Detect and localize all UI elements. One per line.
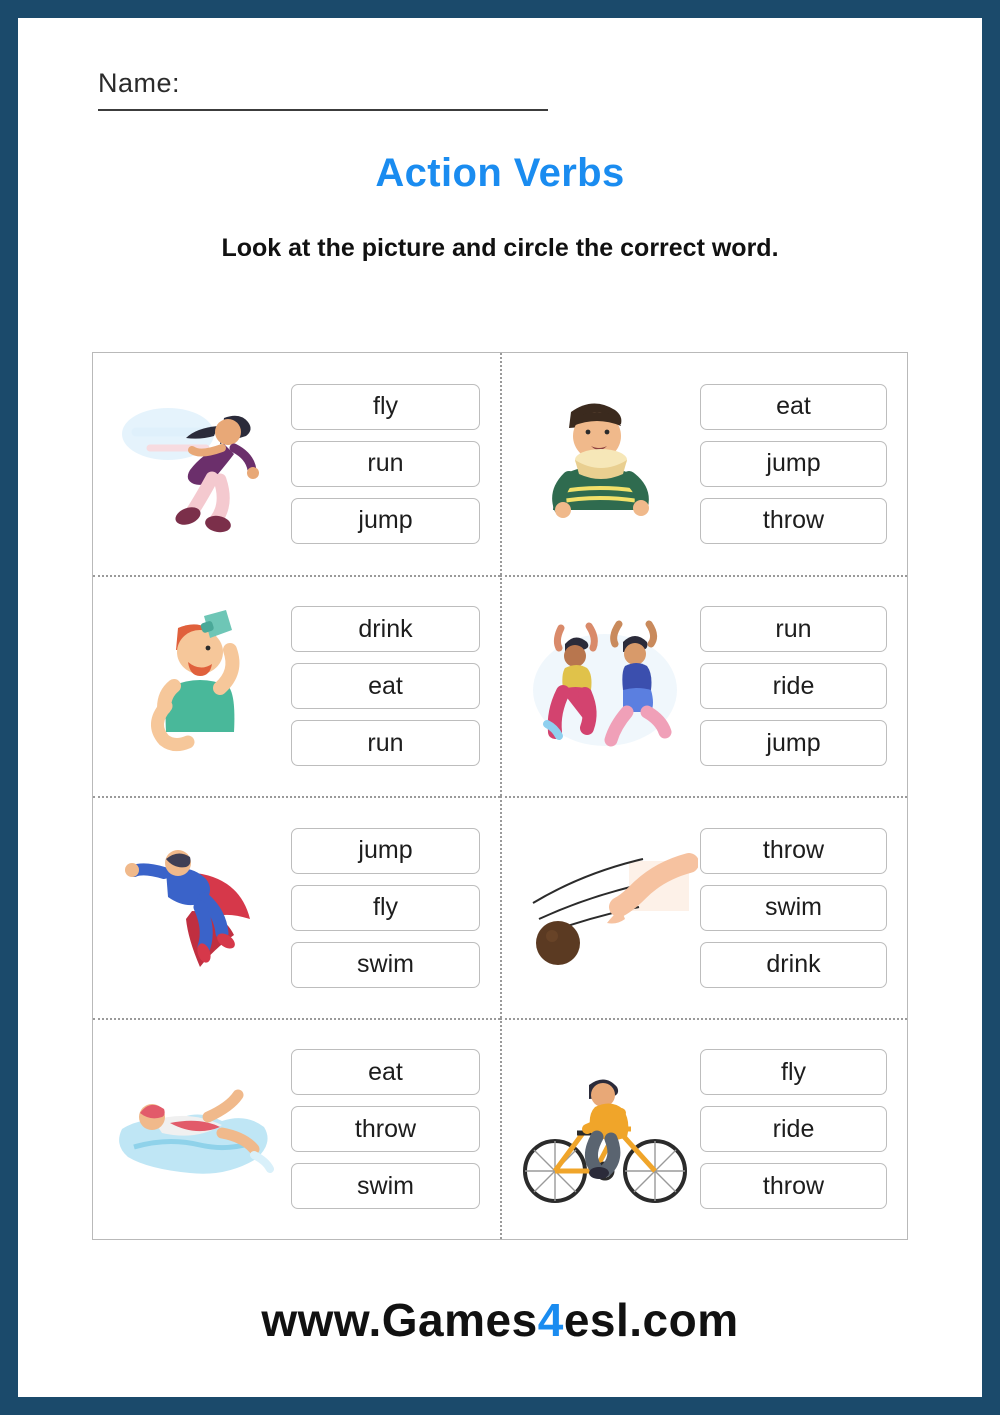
footer-prefix: www.Games	[261, 1294, 538, 1346]
options-list	[291, 384, 492, 544]
options-list	[291, 828, 492, 988]
hand-throwing-ball-icon	[510, 815, 700, 1000]
option-button[interactable]: eat	[291, 663, 480, 709]
option-button[interactable]: fly	[291, 885, 480, 931]
question-cell-2	[500, 353, 907, 575]
question-cell-8	[500, 1018, 907, 1240]
option-button[interactable]: eat	[291, 1049, 480, 1095]
options-list	[700, 384, 899, 544]
questions-grid	[92, 352, 908, 1240]
options-list	[700, 606, 899, 766]
option-button[interactable]: run	[291, 441, 480, 487]
question-cell-1	[93, 353, 500, 575]
page-title: Action Verbs	[375, 151, 625, 195]
option-button[interactable]: jump	[700, 441, 887, 487]
option-button[interactable]: run	[700, 606, 887, 652]
option-button[interactable]: eat	[700, 384, 887, 430]
option-button[interactable]: fly	[291, 384, 480, 430]
option-button[interactable]: throw	[700, 828, 887, 874]
person-swimming-icon	[101, 1037, 291, 1222]
option-button[interactable]: jump	[291, 828, 480, 874]
option-button[interactable]: throw	[700, 498, 887, 544]
two-people-jumping-icon	[510, 594, 700, 779]
question-cell-4	[500, 575, 907, 797]
option-button[interactable]: throw	[291, 1106, 480, 1152]
man-drinking-icon	[101, 594, 291, 779]
option-button[interactable]: swim	[700, 885, 887, 931]
options-list	[700, 1049, 899, 1209]
name-label: Name:	[98, 68, 181, 98]
person-riding-bicycle-icon	[510, 1037, 700, 1222]
option-button[interactable]: swim	[291, 1163, 480, 1209]
option-button[interactable]: jump	[291, 498, 480, 544]
question-cell-3	[93, 575, 500, 797]
footer-suffix: esl.com	[563, 1294, 739, 1346]
option-button[interactable]: swim	[291, 942, 480, 988]
option-button[interactable]: run	[291, 720, 480, 766]
instructions-text: Look at the picture and circle the correct word.	[221, 234, 779, 262]
superhero-flying-icon	[101, 815, 291, 1000]
option-button[interactable]: jump	[700, 720, 887, 766]
worksheet-page	[18, 18, 982, 1397]
option-button[interactable]: drink	[291, 606, 480, 652]
girl-running-icon	[101, 371, 291, 556]
question-cell-5	[93, 796, 500, 1018]
boy-eating-cake-icon	[510, 371, 700, 556]
site-footer	[18, 1293, 982, 1347]
option-button[interactable]: throw	[700, 1163, 887, 1209]
option-button[interactable]: ride	[700, 1106, 887, 1152]
option-button[interactable]: ride	[700, 663, 887, 709]
options-list	[700, 828, 899, 988]
question-cell-7	[93, 1018, 500, 1240]
question-cell-6	[500, 796, 907, 1018]
footer-accent: 4	[537, 1294, 564, 1346]
option-button[interactable]: drink	[700, 942, 887, 988]
option-button[interactable]: fly	[700, 1049, 887, 1095]
name-field-row[interactable]	[98, 68, 548, 111]
options-list	[291, 1049, 492, 1209]
options-list	[291, 606, 492, 766]
